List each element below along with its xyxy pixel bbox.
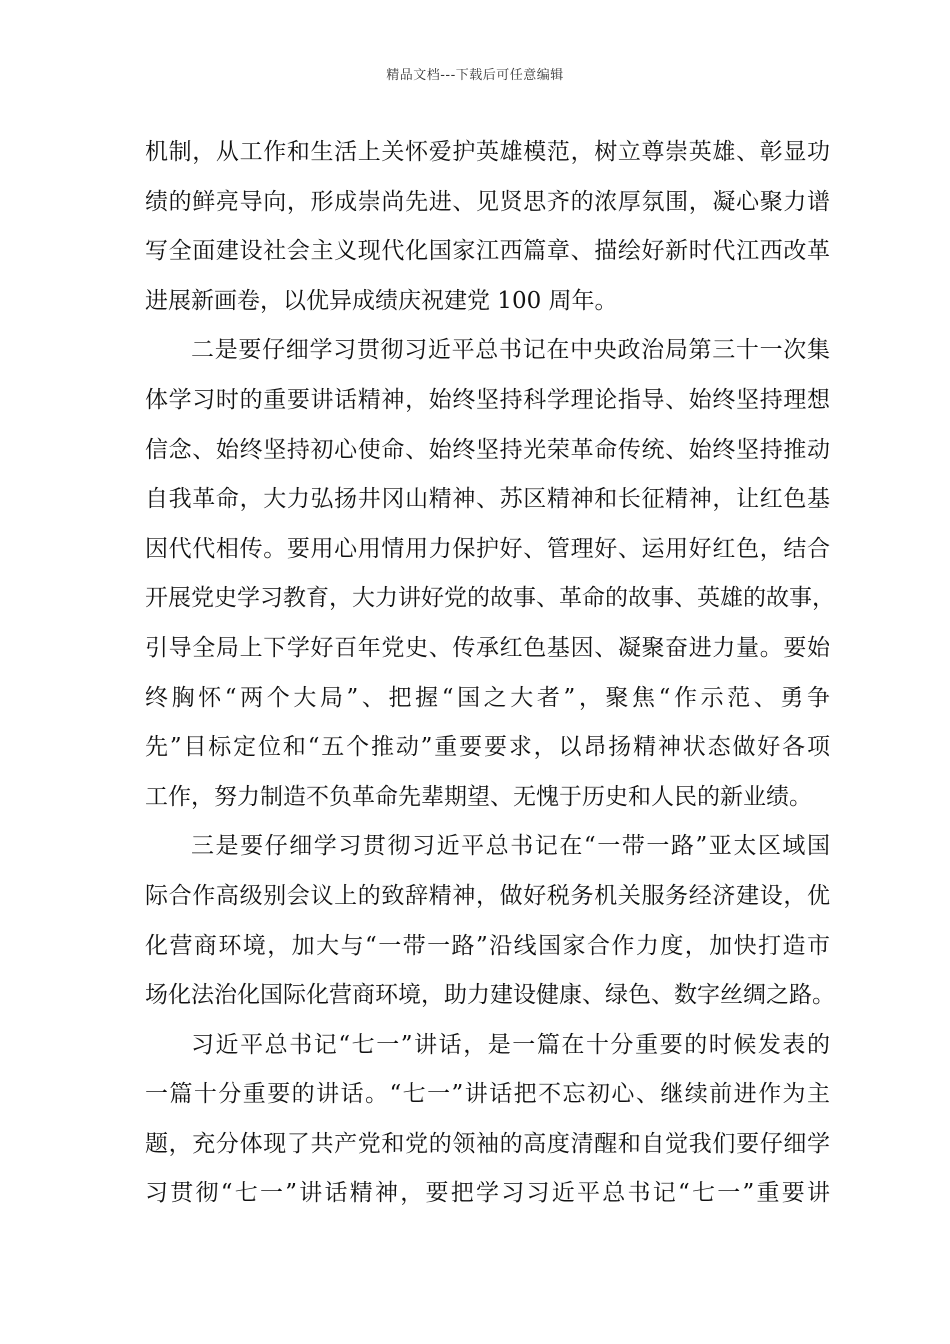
text-line: 因代代相传。要用心用情用力保护好、管理好、运用好红色，结合 bbox=[145, 535, 830, 562]
text-line: 场化法治化国际化营商环境，助力建设健康、绿色、数字丝绸之路。 bbox=[145, 982, 835, 1009]
text-line: 开展党史学习教育，大力讲好党的故事、革命的故事、英雄的故事， bbox=[145, 585, 835, 612]
paragraph bbox=[145, 822, 835, 1020]
text-line: 引导全局上下学好百年党史、传承红色基因、凝聚奋进力量。要始 bbox=[145, 634, 830, 661]
text-line: 习贯彻“七一”讲话精神，要把学习习近平总书记“七一”重要讲 bbox=[145, 1180, 830, 1207]
text-line: 绩的鲜亮导向，形成崇尚先进、见贤思齐的浓厚氛围，凝心聚力谱 bbox=[145, 188, 830, 215]
text-line: 习近平总书记“七一”讲话，是一篇在十分重要的时候发表的 bbox=[191, 1031, 830, 1058]
text-line: 际合作高级别会议上的致辞精神，做好税务机关服务经济建设，优 bbox=[145, 882, 830, 909]
text-line: 工作，努力制造不负革命先辈期望、无愧于历史和人民的新业绩。 bbox=[145, 783, 812, 810]
text-line: 体学习时的重要讲话精神，始终坚持科学理论指导、始终坚持理想 bbox=[145, 386, 830, 413]
text-line: 三是要仔细学习贯彻习近平总书记在“一带一路”亚太区域国 bbox=[191, 833, 830, 860]
text-line: 终胸怀“两个大局”、把握“国之大者”，聚焦“作示范、勇争 bbox=[145, 684, 830, 711]
text-line: 自我革命，大力弘扬井冈山精神、苏区精神和长征精神，让红色基 bbox=[145, 486, 830, 513]
text-line: 二是要仔细学习贯彻习近平总书记在中央政治局第三十一次集 bbox=[191, 337, 830, 364]
text-line: 题，充分体现了共产党和党的领袖的高度清醒和自觉我们要仔细学 bbox=[145, 1130, 830, 1157]
text-line: 化营商环境，加大与“一带一路”沿线国家合作力度，加快打造市 bbox=[145, 932, 830, 959]
paragraph bbox=[145, 1021, 830, 1219]
text-line: 写全面建设社会主义现代化国家江西篇章、描绘好新时代江西改革 bbox=[145, 238, 830, 265]
text-line: 机制，从工作和生活上关怀爱护英雄模范，树立尊崇英雄、彰显功 bbox=[145, 139, 830, 165]
text-line: 一篇十分重要的讲话。“七一”讲话把不忘初心、继续前进作为主 bbox=[145, 1081, 830, 1108]
page-header: 精品文档---下载后可任意编辑 bbox=[386, 68, 564, 83]
paragraph bbox=[145, 326, 835, 822]
text-line: 信念、始终坚持初心使命、始终坚持光荣革命传统、始终坚持推动 bbox=[145, 436, 830, 463]
text-line: 进展新画卷，以优异成绩庆祝建党 100 周年。 bbox=[145, 287, 618, 314]
text-line: 先”目标定位和“五个推动”重要要求，以昂扬精神状态做好各项 bbox=[145, 734, 830, 761]
paragraph bbox=[145, 128, 830, 326]
document-body bbox=[145, 128, 835, 1219]
